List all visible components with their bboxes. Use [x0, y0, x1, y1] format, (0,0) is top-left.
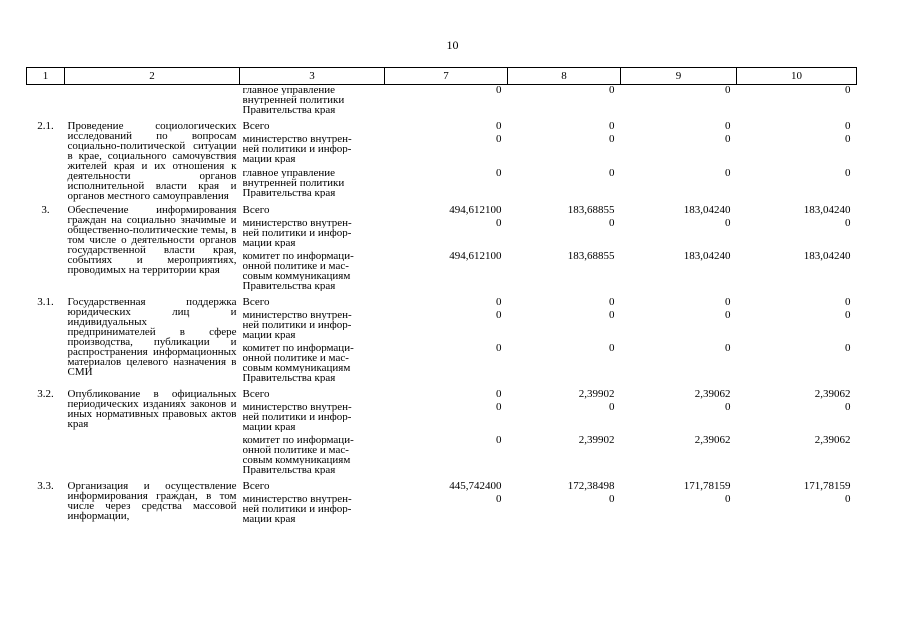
executor-cell — [240, 201, 385, 217]
item-name: Обеспечение информирования граждан на социально значимые и общественно-политические темы, в том числе о деятельности органов государственной власти края, событиях и мероприятиях, проводимых на территории края — [67, 204, 237, 276]
column-header: 8 — [508, 68, 621, 85]
executor-line: комитет по информаци- — [242, 251, 354, 261]
value-text: 0 — [725, 120, 731, 132]
value-cell — [621, 434, 737, 477]
executor-cell — [240, 401, 385, 434]
item-code: 3. — [41, 204, 50, 216]
item-code: 2.1. — [37, 120, 54, 132]
value-text: 172,38498 — [567, 480, 615, 492]
executor-cell — [240, 217, 385, 250]
value-cell — [385, 401, 508, 434]
value-cell — [621, 477, 737, 493]
value-text: 0 — [725, 167, 731, 180]
value-cell — [385, 250, 508, 293]
table-body — [27, 85, 857, 527]
value-cell — [385, 217, 508, 250]
value-text: 2,39062 — [694, 434, 731, 446]
value-text: 0 — [845, 342, 851, 354]
value-text: 0 — [845, 120, 851, 132]
executor-line: комитет по информаци- — [242, 343, 354, 353]
value-text: 0 — [845, 133, 851, 146]
executor-line: ней политики и инфор- — [242, 144, 352, 155]
value-cell — [508, 401, 621, 434]
executor-line: ней политики и инфор- — [242, 504, 352, 514]
value-text: 0 — [609, 133, 615, 146]
value-text: 0 — [496, 401, 502, 413]
value-text: 2,39902 — [578, 388, 615, 400]
value-cell — [621, 401, 737, 434]
column-header: 10 — [737, 68, 857, 85]
executor-line: главное управление — [242, 168, 336, 179]
value-text: 0 — [845, 401, 851, 413]
value-text: 0 — [609, 401, 615, 413]
value-cell — [737, 117, 857, 133]
item-code: 3.3. — [37, 480, 54, 492]
executor-line: министерство внутрен- — [242, 494, 352, 504]
executor-line: внутренней политики — [242, 95, 345, 105]
executor-line: Правительства края — [242, 188, 336, 199]
item-code: 3.1. — [37, 296, 54, 308]
value-cell — [508, 250, 621, 293]
column-header: 9 — [621, 68, 737, 85]
executor-cell — [240, 117, 385, 133]
executor-line: Всего — [242, 297, 270, 307]
value-text: 0 — [609, 84, 615, 96]
value-cell — [385, 85, 508, 118]
executor-line: Правительства края — [242, 281, 336, 291]
table-row — [27, 201, 857, 217]
value-cell — [621, 117, 737, 133]
value-text: 0 — [496, 493, 502, 505]
item-code — [27, 85, 65, 118]
value-cell — [385, 342, 508, 385]
value-text: 2,39902 — [578, 434, 615, 446]
value-text: 0 — [725, 296, 731, 308]
value-cell — [737, 217, 857, 250]
value-text: 0 — [725, 342, 731, 354]
value-text: 0 — [725, 401, 731, 413]
value-cell — [508, 293, 621, 309]
value-text: 445,742400 — [449, 480, 502, 492]
value-cell — [737, 250, 857, 293]
item-name — [65, 85, 240, 118]
value-text: 0 — [609, 342, 615, 354]
executor-line: мации края — [242, 422, 296, 432]
executor-line: Всего — [242, 121, 270, 131]
value-cell — [385, 117, 508, 133]
value-text: 2,39062 — [814, 434, 851, 446]
executor-cell — [240, 167, 385, 201]
value-text: 0 — [609, 120, 615, 132]
table-row — [27, 117, 857, 133]
executor-line: мации края — [242, 330, 296, 340]
executor-line: ней политики и инфор- — [242, 320, 352, 330]
value-cell — [621, 309, 737, 342]
value-cell — [737, 477, 857, 493]
executor-cell — [240, 385, 385, 401]
value-text: 494,612100 — [449, 250, 502, 262]
value-text: 0 — [496, 133, 502, 146]
value-cell — [508, 434, 621, 477]
column-header: 3 — [240, 68, 385, 85]
value-cell — [385, 167, 508, 201]
executor-line: мации края — [242, 514, 296, 524]
value-text: 0 — [609, 309, 615, 321]
executor-line: мации края — [242, 238, 296, 248]
executor-line: онной политике и мас- — [242, 261, 349, 271]
executor-line: Всего — [242, 481, 270, 491]
value-text: 0 — [725, 493, 731, 505]
item-name: Проведение социологических исследований по вопросам социально-политической ситуации в крае, социального самочувствия жителей края и их отношения к деятельности органов исполнительной власти края и органов местного самоуправления — [67, 120, 237, 202]
value-text: 0 — [845, 84, 851, 96]
value-text: 183,04240 — [803, 204, 851, 216]
budget-table — [26, 67, 857, 526]
item-name: Опубликование в официальных периодических изданиях законов и иных нормативных правовых актов края — [67, 388, 237, 430]
value-cell — [508, 493, 621, 526]
value-cell — [737, 493, 857, 526]
value-cell — [508, 342, 621, 385]
executor-line: главное управление — [242, 85, 336, 95]
value-text: 0 — [496, 388, 502, 400]
column-header: 2 — [65, 68, 240, 85]
executor-line: министерство внутрен- — [242, 134, 352, 145]
table-row — [27, 293, 857, 309]
value-cell — [508, 309, 621, 342]
value-cell — [621, 167, 737, 201]
value-text: 183,68855 — [567, 250, 615, 262]
value-cell — [508, 85, 621, 118]
value-text: 2,39062 — [814, 388, 851, 400]
value-text: 171,78159 — [683, 480, 731, 492]
executor-cell — [240, 477, 385, 493]
value-cell — [621, 250, 737, 293]
value-text: 0 — [725, 217, 731, 229]
executor-cell — [240, 250, 385, 293]
item-name: Государственная поддержка юридических лиц и индивидуальных предпринимателей в сфере производства, публикации и распространения информационных материалов целевого назначения в СМИ — [67, 296, 237, 378]
item-code: 3.2. — [37, 388, 54, 400]
value-cell — [508, 385, 621, 401]
value-cell — [621, 342, 737, 385]
value-cell — [385, 477, 508, 493]
value-text: 183,04240 — [683, 204, 731, 216]
executor-line: министерство внутрен- — [242, 218, 352, 228]
value-text: 0 — [845, 167, 851, 180]
value-text: 0 — [496, 309, 502, 321]
value-cell — [508, 167, 621, 201]
value-cell — [737, 434, 857, 477]
executor-line: внутренней политики — [242, 178, 345, 189]
value-cell — [621, 201, 737, 217]
executor-cell — [240, 342, 385, 385]
value-text: 0 — [845, 493, 851, 505]
executor-line: Всего — [242, 389, 270, 399]
value-text: 183,68855 — [567, 204, 615, 216]
value-text: 183,04240 — [803, 250, 851, 262]
value-cell — [737, 201, 857, 217]
executor-cell — [240, 133, 385, 167]
value-cell — [737, 85, 857, 118]
value-cell — [508, 201, 621, 217]
value-cell — [385, 133, 508, 167]
value-cell — [737, 293, 857, 309]
executor-line: комитет по информаци- — [242, 435, 354, 445]
executor-line: онной политике и мас- — [242, 353, 349, 363]
value-cell — [621, 293, 737, 309]
value-cell — [508, 477, 621, 493]
value-text: 0 — [845, 309, 851, 321]
value-cell — [621, 493, 737, 526]
value-text: 0 — [609, 217, 615, 229]
value-text: 0 — [496, 434, 502, 446]
column-header: 1 — [27, 68, 65, 85]
value-text: 0 — [609, 296, 615, 308]
executor-line: совым коммуникациям — [242, 363, 351, 373]
value-cell — [508, 133, 621, 167]
executor-line: Правительства края — [242, 373, 336, 383]
executor-line: Правительства края — [242, 105, 336, 115]
value-text: 183,04240 — [683, 250, 731, 262]
value-cell — [621, 133, 737, 167]
executor-cell — [240, 309, 385, 342]
executor-line: онной политике и мас- — [242, 445, 349, 455]
value-text: 0 — [845, 296, 851, 308]
value-cell — [737, 167, 857, 201]
table-row — [27, 477, 857, 493]
value-cell — [508, 117, 621, 133]
value-text: 0 — [496, 167, 502, 180]
executor-line: Всего — [242, 205, 270, 215]
value-cell — [737, 385, 857, 401]
value-text: 171,78159 — [803, 480, 851, 492]
value-cell — [385, 293, 508, 309]
executor-line: министерство внутрен- — [242, 310, 352, 320]
value-cell — [385, 309, 508, 342]
executor-line: Правительства края — [242, 465, 336, 475]
table-row — [27, 85, 857, 118]
value-text: 0 — [496, 217, 502, 229]
item-name: Организация и осуществление информирования граждан, в том числе через средства массовой информации, — [67, 480, 237, 522]
header-row — [27, 68, 857, 85]
value-text: 0 — [725, 133, 731, 146]
value-text: 0 — [725, 84, 731, 96]
executor-line: совым коммуникациям — [242, 455, 351, 465]
value-cell — [737, 133, 857, 167]
value-cell — [385, 385, 508, 401]
executor-line: ней политики и инфор- — [242, 228, 352, 238]
value-cell — [621, 217, 737, 250]
value-text: 0 — [845, 217, 851, 229]
page-number: 10 — [446, 38, 459, 52]
executor-cell — [240, 85, 385, 118]
column-header: 7 — [385, 68, 508, 85]
value-cell — [385, 493, 508, 526]
value-cell — [737, 342, 857, 385]
value-cell — [385, 201, 508, 217]
value-text: 0 — [609, 493, 615, 505]
value-cell — [621, 85, 737, 118]
executor-line: совым коммуникациям — [242, 271, 351, 281]
value-cell — [385, 434, 508, 477]
value-cell — [621, 385, 737, 401]
value-text: 0 — [609, 167, 615, 180]
executor-line: мации края — [242, 154, 296, 165]
executor-line: ней политики и инфор- — [242, 412, 352, 422]
value-text: 2,39062 — [694, 388, 731, 400]
executor-cell — [240, 434, 385, 477]
table-row — [27, 385, 857, 401]
executor-cell — [240, 493, 385, 526]
value-text: 0 — [496, 296, 502, 308]
value-cell — [737, 401, 857, 434]
value-text: 494,612100 — [449, 204, 502, 216]
value-cell — [737, 309, 857, 342]
value-cell — [508, 217, 621, 250]
value-text: 0 — [725, 309, 731, 321]
value-text: 0 — [496, 84, 502, 96]
value-text: 0 — [496, 342, 502, 354]
value-text: 0 — [496, 120, 502, 132]
executor-cell — [240, 293, 385, 309]
executor-line: министерство внутрен- — [242, 402, 352, 412]
